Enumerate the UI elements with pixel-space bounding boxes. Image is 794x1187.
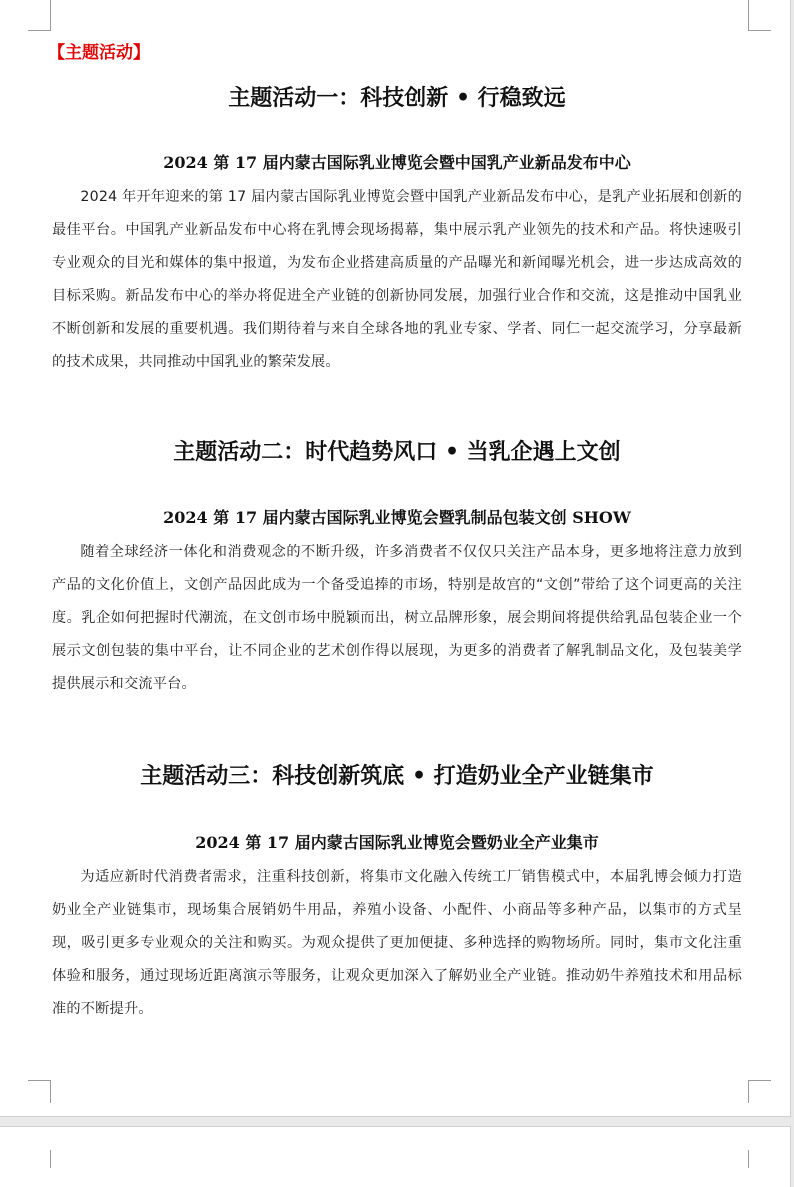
section-2-title: 主题活动二：时代趋势风口 • 当乳企遇上文创: [173, 439, 621, 465]
section-3-body: 为适应新时代消费者需求，注重科技创新，将集市文化融入传统工厂销售模式中，本届乳博会倾力打造奶业全产业链集市，现场集合展销奶牛用品，养殖小设备、小配件、小商品等多种产品，以集市的方式呈现，吸引更多专业观众的关注和购买。为观众提供了更加便捷、多种选择的购物场所。同时，集市文化注重体验和服务，通过现场近距离演示等服务，让观众更加深入了解奶业全产业链。推动奶牛养殖技术和用品标准的不断提升。: [52, 869, 742, 1017]
crop-mark-bottom-right: [748, 1080, 771, 1103]
section-tag: 【主题活动】: [48, 43, 150, 63]
page-content: [48, 40, 742, 1026]
crop-mark-next-page-right: [748, 1150, 771, 1168]
next-page: [0, 1126, 791, 1187]
section-2-subtitle: 2024 第 17 届内蒙古国际乳业博览会暨乳制品包装文创 SHOW: [163, 508, 631, 527]
section-3-subtitle: 2024 第 17 届内蒙古国际乳业博览会暨奶业全产业集市: [195, 833, 599, 852]
crop-mark-next-page-left: [28, 1150, 51, 1168]
crop-mark-bottom-left: [28, 1080, 51, 1103]
section-1-title: 主题活动一：科技创新 • 行稳致远: [228, 85, 566, 111]
section-3-title: 主题活动三：科技创新筑底 • 打造奶业全产业链集市: [140, 763, 654, 789]
crop-mark-top-left: [28, 0, 51, 31]
section-2-body: 随着全球经济一体化和消费观念的不断升级，许多消费者不仅仅只关注产品本身，更多地将注意力放到产品的文化价值上，文创产品因此成为一个备受追捧的市场，特别是故宫的“文创”带给了这个词更高的关注度。乳企如何把握时代潮流，在文创市场中脱颖而出，树立品牌形象，展会期间将提供给乳品包装企业一个展示文创包装的集中平台，让不同企业的艺术创作得以展现，为更多的消费者了解乳制品文化，及包装美学提供展示和交流平台。: [52, 544, 742, 692]
section-1-subtitle: 2024 第 17 届内蒙古国际乳业博览会暨中国乳产业新品发布中心: [163, 153, 631, 172]
crop-mark-top-right: [748, 0, 771, 31]
section-1-body: 2024 年开年迎来的第 17 届内蒙古国际乳业博览会暨中国乳产业新品发布中心，是乳产业拓展和创新的最佳平台。中国乳产业新品发布中心将在乳博会现场揭幕，集中展示乳产业领先的技术和产品。将快速吸引专业观众的目光和媒体的集中报道，为发布企业搭建高质量的产品曝光和新闻曝光机会，进一步达成高效的目标采购。新品发布中心的举办将促进全产业链的创新协同发展，加强行业合作和交流，这是推动中国乳业不断创新和发展的重要机遇。我们期待着与来自全球各地的乳业专家、学者、同仁一起交流学习，分享最新的技术成果，共同推动中国乳业的繁荣发展。: [52, 189, 742, 370]
